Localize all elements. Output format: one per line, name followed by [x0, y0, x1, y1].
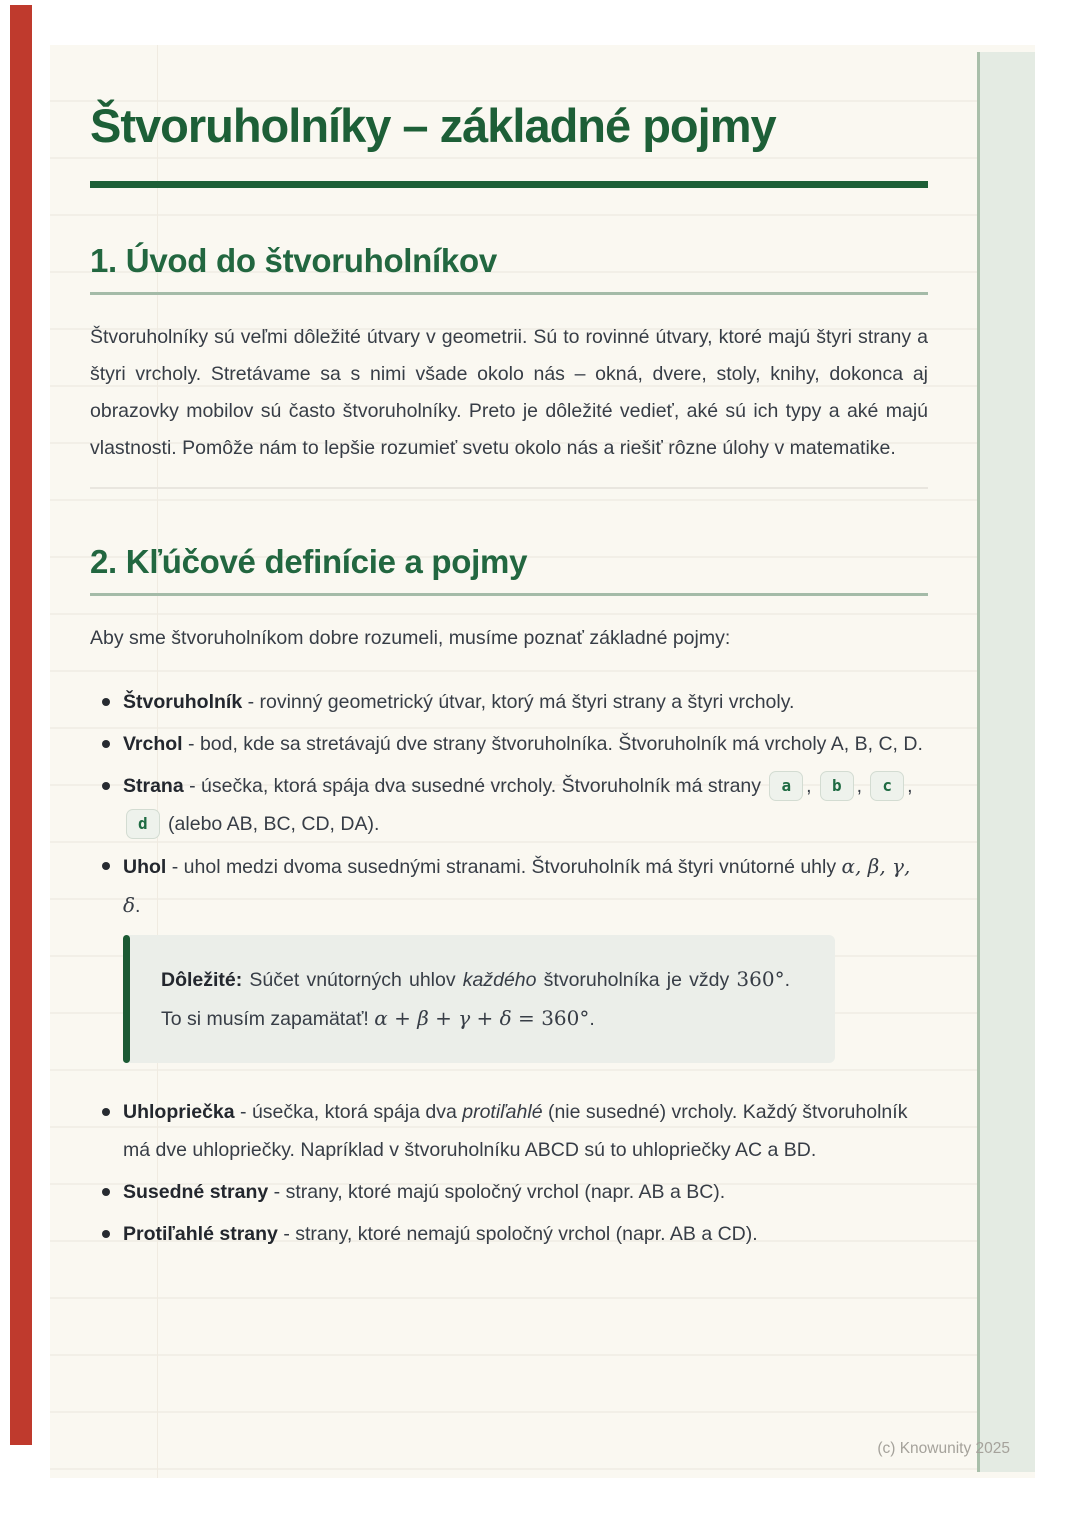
term-label: Protiľahlé strany	[123, 1223, 278, 1245]
section-2-heading: 2. Kľúčové definície a pojmy	[90, 543, 528, 580]
section-1-underline	[90, 292, 928, 295]
callout-accent-bar	[123, 935, 130, 1063]
definition-text: .	[135, 895, 141, 917]
callout-label	[161, 969, 242, 991]
chip-separator: ,	[907, 775, 913, 797]
chip-separator: ,	[806, 775, 812, 797]
notebook-page	[50, 45, 1035, 1478]
math-formula-lhs: α + β + γ + δ	[374, 1006, 512, 1030]
math-formula-rhs: 360°	[541, 1006, 590, 1030]
callout-text: Súčet vnútorných uhlov	[242, 969, 463, 991]
list-item-vrchol	[90, 725, 928, 763]
page-title: Štvoruholníky – základné pojmy	[90, 99, 776, 152]
term-label: Susedné strany	[123, 1181, 269, 1203]
callout-label-colon: :	[235, 969, 243, 991]
page-content	[90, 45, 928, 1257]
degrees-value: 360°	[736, 967, 785, 991]
definitions-list	[90, 683, 928, 1253]
title-underline	[90, 181, 928, 188]
definition-text: (alebo AB, BC, CD, DA).	[162, 813, 380, 835]
side-chip-c: c	[870, 771, 904, 801]
definition-italic-word: protiľahlé	[462, 1101, 543, 1123]
term-label: Uhol	[123, 856, 167, 878]
definition-text: - rovinný geometrický útvar, ktorý má štyri strany a štyri vrcholy.	[242, 691, 795, 713]
section-2-underline	[90, 593, 928, 596]
section-divider	[90, 487, 928, 489]
definitions-intro: Aby sme štvoruholníkom dobre rozumeli, musíme poznať základné pojmy:	[90, 627, 731, 649]
callout-label-text: Dôležité	[161, 969, 236, 991]
definition-text: - úsečka, ktorá spája dva	[234, 1101, 463, 1123]
side-chip-b: b	[820, 771, 854, 801]
definition-text: - strany, ktoré majú spoločný vrchol (napr. AB a BC).	[268, 1181, 726, 1203]
term-label: Uhlopriečka	[123, 1101, 235, 1123]
list-item-uhol	[90, 847, 928, 925]
definition-text: - strany, ktoré nemajú spoločný vrchol (napr. AB a CD).	[277, 1223, 758, 1245]
callout-text: . To si musím zapamätať!	[161, 969, 790, 1030]
page-side-stripe	[977, 52, 1035, 1472]
definition-text: - uhol medzi dvoma susednými stranami. Štvoruholník má štyri vnútorné uhly	[166, 856, 842, 878]
section-1-paragraph: Štvoruholníky sú veľmi dôležité útvary v geometrii. Sú to rovinné útvary, ktoré majú štyri strany a štyri vrcholy. Stretávame sa s nimi všade okolo nás – okná, dvere, stoly, knihy, dokonca aj obrazovky mobilov sú často štvoruholníky. Preto je dôležité vedieť, aké sú ich typy a aké majú vlastnosti. Pomôže nám to lepšie rozumieť svetu okolo nás a riešiť rôzne úlohy v matematike.	[90, 326, 928, 459]
callout-text: štvoruholníka je vždy	[536, 969, 737, 991]
definition-text: - úsečka, ktorá spája dva susedné vrcholy. Štvoruholník má strany	[183, 775, 762, 797]
definition-text: - bod, kde sa stretávajú dve strany štvoruholníka. Štvoruholník má vrcholy A, B, C, D.	[182, 733, 923, 755]
list-item-protilahle-strany	[90, 1215, 928, 1253]
list-item-strana	[90, 767, 928, 843]
term-label: Strana	[123, 775, 184, 797]
footer-credit: (c) Knowunity 2025	[877, 1440, 1010, 1457]
math-angle-symbols: α, β, γ, δ	[123, 854, 911, 917]
side-chip-a: a	[769, 771, 803, 801]
term-label: Štvoruholník	[123, 691, 243, 713]
definition-text: (nie susedné) vrcholy. Každý štvoruholník má dve uhlopriečky. Napríklad v štvoruholníku ABCD sú to uhlopriečky AC a BD.	[123, 1101, 908, 1161]
list-item-susedne-strany	[90, 1173, 928, 1211]
chip-separator: ,	[856, 775, 862, 797]
list-item-stvoruholnik	[90, 683, 928, 721]
callout-italic-word: každého	[462, 969, 537, 991]
side-chip-d: d	[126, 809, 160, 839]
important-callout	[123, 935, 835, 1063]
red-accent-bar	[10, 5, 32, 1445]
math-formula-equals: =	[511, 1006, 542, 1030]
list-item-uhlopriecka	[90, 1093, 928, 1169]
callout-text: .	[589, 1008, 595, 1030]
section-1-heading: 1. Úvod do štvoruholníkov	[90, 242, 497, 279]
term-label: Vrchol	[123, 733, 183, 755]
